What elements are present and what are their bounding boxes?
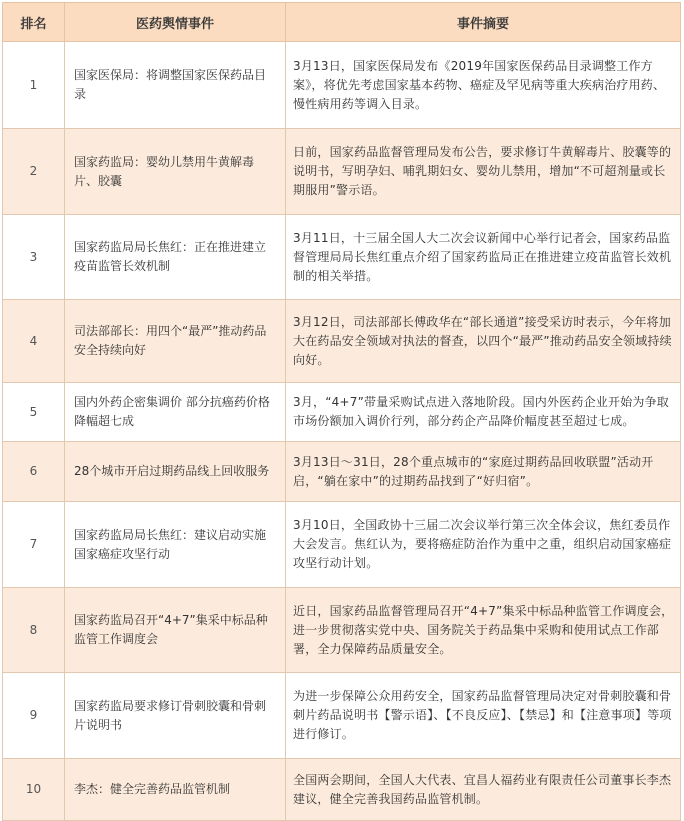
rank-cell: 9 bbox=[3, 673, 65, 759]
summary-cell: 3月10日，全国政协十三届二次会议举行第三次全体会议，焦红委员作大会发言。焦红认为，要将癌症防治作为重中之重，组织启动国家癌症攻坚行动计划。 bbox=[286, 502, 681, 588]
table-row bbox=[3, 673, 681, 759]
rank-cell: 2 bbox=[3, 129, 65, 215]
table-row bbox=[3, 502, 681, 588]
header-rank: 排名 bbox=[3, 3, 65, 42]
table-row bbox=[3, 383, 681, 442]
summary-cell: 3月，“4+7”带量采购试点进入落地阶段。国内外医药企业开始为争取市场份额加入调价行列，部分药企产品降价幅度甚至超过七成。 bbox=[286, 383, 681, 442]
event-cell: 国内外药企密集调价 部分抗癌药价格降幅超七成 bbox=[65, 383, 286, 442]
summary-cell: 全国两会期间，全国人大代表、宜昌人福药业有限责任公司董事长李杰建议，健全完善我国药品监管机制。 bbox=[286, 759, 681, 821]
table-row bbox=[3, 759, 681, 821]
rank-cell: 5 bbox=[3, 383, 65, 442]
summary-cell: 3月11日，十三届全国人大二次会议新闻中心举行记者会，国家药品监督管理局局长焦红重点介绍了国家药监局正在推进建立疫苗监管长效机制的相关举措。 bbox=[286, 215, 681, 300]
table-row bbox=[3, 215, 681, 300]
table-row bbox=[3, 129, 681, 215]
table-row bbox=[3, 42, 681, 129]
table-row bbox=[3, 300, 681, 383]
table-row bbox=[3, 442, 681, 502]
event-cell: 国家药监局局长焦红：正在推进建立疫苗监管长效机制 bbox=[65, 215, 286, 300]
summary-cell: 3月12日，司法部部长傅政华在“部长通道”接受采访时表示，今年将加大在药品安全领域对执法的督查，以四个“最严”推动药品安全领域持续向好。 bbox=[286, 300, 681, 383]
rank-cell: 3 bbox=[3, 215, 65, 300]
table-row bbox=[3, 588, 681, 673]
rank-cell: 4 bbox=[3, 300, 65, 383]
event-cell: 李杰：健全完善药品监管机制 bbox=[65, 759, 286, 821]
summary-cell: 为进一步保障公众用药安全，国家药品监督管理局决定对骨刺胶囊和骨刺片药品说明书【警示语】、【不良反应】、【禁忌】和【注意事项】等项进行修订。 bbox=[286, 673, 681, 759]
header-event: 医药舆情事件 bbox=[65, 3, 286, 42]
event-cell: 28个城市开启过期药品线上回收服务 bbox=[65, 442, 286, 502]
summary-cell: 3月13日～31日，28个重点城市的“家庭过期药品回收联盟”活动开启，“躺在家中”的过期药品找到了“好归宿”。 bbox=[286, 442, 681, 502]
summary-cell: 日前，国家药品监督管理局发布公告，要求修订牛黄解毒片、胶囊等的说明书，写明孕妇、哺乳期妇女、婴幼儿禁用，增加“不可超剂量或长期服用”警示语。 bbox=[286, 129, 681, 215]
event-cell: 国家医保局：将调整国家医保药品目录 bbox=[65, 42, 286, 129]
event-cell: 国家药监局局长焦红：建议启动实施国家癌症攻坚行动 bbox=[65, 502, 286, 588]
rank-cell: 8 bbox=[3, 588, 65, 673]
header-summary: 事件摘要 bbox=[286, 3, 681, 42]
rank-cell: 10 bbox=[3, 759, 65, 821]
rank-cell: 6 bbox=[3, 442, 65, 502]
event-cell: 司法部部长：用四个“最严”推动药品安全持续向好 bbox=[65, 300, 286, 383]
summary-cell: 近日，国家药品监督管理局召开“4+7”集采中标品种监管工作调度会，进一步贯彻落实党中央、国务院关于药品集中采购和使用试点工作部署，全力保障药品质量安全。 bbox=[286, 588, 681, 673]
summary-cell: 3月13日，国家医保局发布《2019年国家医保药品目录调整工作方案》，将优先考虑国家基本药物、癌症及罕见病等重大疾病治疗用药、慢性病用药等调入目录。 bbox=[286, 42, 681, 129]
rank-cell: 7 bbox=[3, 502, 65, 588]
public-opinion-table bbox=[2, 2, 681, 821]
event-cell: 国家药监局要求修订骨刺胶囊和骨刺片说明书 bbox=[65, 673, 286, 759]
rank-cell: 1 bbox=[3, 42, 65, 129]
table-header-row bbox=[3, 3, 681, 42]
event-cell: 国家药监局召开“4+7”集采中标品种监管工作调度会 bbox=[65, 588, 286, 673]
event-cell: 国家药监局：婴幼儿禁用牛黄解毒片、胶囊 bbox=[65, 129, 286, 215]
